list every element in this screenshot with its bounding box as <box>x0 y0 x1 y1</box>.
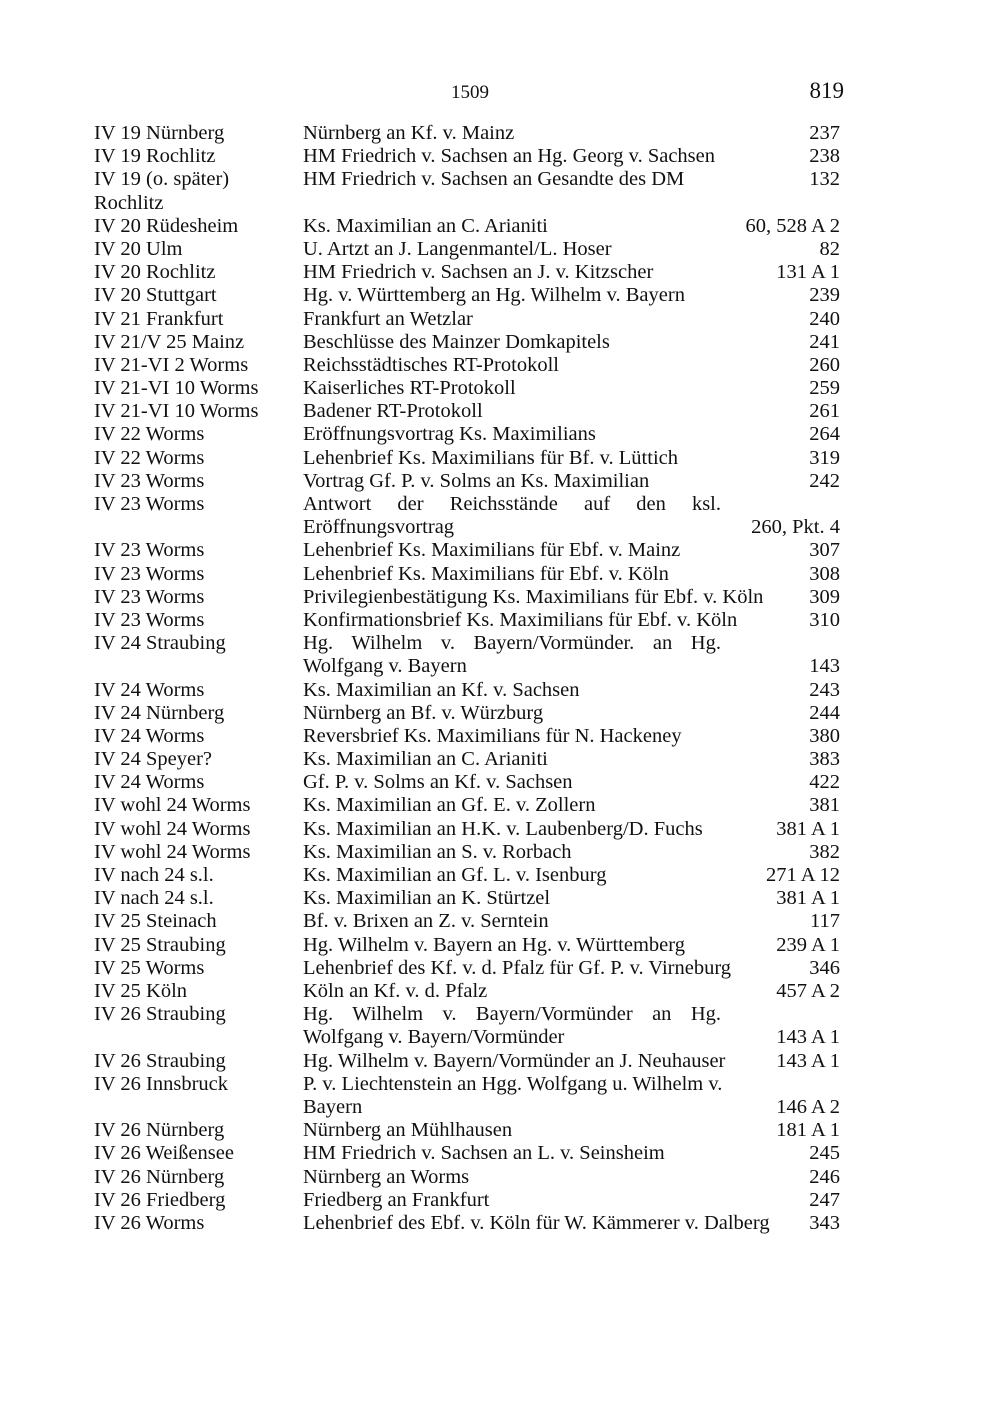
entry-date-place: IV 22 Worms <box>94 423 205 446</box>
entry-description: Gf. P. v. Solms an Kf. v. Sachsen <box>303 771 573 794</box>
entry-description: HM Friedrich v. Sachsen an Gesandte des DM <box>303 168 685 191</box>
entry-reference: 241 <box>809 330 840 353</box>
entry-description: Ks. Maximilian an C. Arianiti <box>303 214 548 237</box>
entry-reference: 382 <box>809 840 840 863</box>
entry-reference: 310 <box>809 608 840 631</box>
table-row <box>94 632 840 678</box>
entry-description: Badener RT-Protokoll <box>303 400 483 423</box>
page-number: 819 <box>809 78 844 103</box>
entry-date-place: IV 24 Worms <box>94 678 205 701</box>
entry-date-place: IV 24 Speyer? <box>94 748 213 771</box>
entry-description: HM Friedrich v. Sachsen an L. v. Seinsheim <box>303 1142 665 1165</box>
entry-date-place: IV 19 Rochlitz <box>94 145 216 168</box>
entry-date-place: IV 25 Worms <box>94 956 205 979</box>
table-row <box>94 470 840 493</box>
entry-description: Lehenbrief des Ebf. v. Köln für W. Kämmerer v. Dalberg <box>303 1211 770 1234</box>
table-row <box>94 980 840 1003</box>
entry-description: Hg. Wilhelm v. Bayern/Vormünder an Hg. Wolfgang v. Bayern/Vormünder <box>303 1003 721 1049</box>
entry-description: U. Artzt an J. Langenmantel/L. Hoser <box>303 237 612 260</box>
table-row <box>94 215 840 238</box>
entry-date-place: IV 19 (o. später) Rochlitz <box>94 168 230 214</box>
table-row <box>94 423 840 446</box>
entry-date-place: IV 22 Worms <box>94 446 205 469</box>
entry-reference: 240 <box>809 307 840 330</box>
table-row <box>94 910 840 933</box>
entry-reference: 307 <box>809 539 840 562</box>
table-row <box>94 864 840 887</box>
entry-date-place: IV 24 Worms <box>94 771 205 794</box>
entry-date-place: IV 26 Straubing <box>94 1003 226 1026</box>
entry-reference: 242 <box>809 469 840 492</box>
table-row <box>94 748 840 771</box>
entry-description: Ks. Maximilian an H.K. v. Laubenberg/D. Fuchs <box>303 817 703 840</box>
entry-reference: 271 A 12 <box>765 864 840 887</box>
entry-description: Ks. Maximilian an Gf. L. v. Isenburg <box>303 864 607 887</box>
entry-description: Nürnberg an Kf. v. Mainz <box>303 122 515 144</box>
table-row <box>94 563 840 586</box>
table-row <box>94 1119 840 1142</box>
entry-date-place: IV 21/V 25 Mainz <box>94 330 245 353</box>
entry-description: Bf. v. Brixen an Z. v. Serntein <box>303 910 549 933</box>
table-row <box>94 794 840 817</box>
table-row <box>94 702 840 725</box>
entry-description: Reichsstädtisches RT-Protokoll <box>303 353 559 376</box>
running-head-year: 1509 <box>451 82 489 103</box>
entry-description: Hg. Wilhelm v. Bayern an Hg. v. Württemberg <box>303 933 685 956</box>
entry-description: Nürnberg an Worms <box>303 1165 470 1188</box>
entry-date-place: IV 24 Straubing <box>94 632 226 655</box>
entry-date-place: IV wohl 24 Worms <box>94 840 251 863</box>
table-row <box>94 539 840 562</box>
table-row <box>94 1003 840 1049</box>
entry-date-place: IV 25 Köln <box>94 979 188 1002</box>
entry-date-place: IV nach 24 s.l. <box>94 864 214 887</box>
table-row <box>94 122 840 145</box>
entry-description: HM Friedrich v. Sachsen an J. v. Kitzscher <box>303 261 654 284</box>
entry-reference: 343 <box>809 1211 840 1234</box>
entry-reference: 60, 528 A 2 <box>745 214 840 237</box>
table-row <box>94 447 840 470</box>
entry-reference: 346 <box>809 956 840 979</box>
table-row <box>94 771 840 794</box>
entry-description: Lehenbrief Ks. Maximilians für Ebf. v. Mainz <box>303 539 681 562</box>
entry-description: Nürnberg an Mühlhausen <box>303 1119 513 1142</box>
table-row <box>94 284 840 307</box>
table-row <box>94 725 840 748</box>
entry-reference: 244 <box>809 701 840 724</box>
entry-description: HM Friedrich v. Sachsen an Hg. Georg v. Sachsen <box>303 145 716 168</box>
table-row <box>94 679 840 702</box>
entry-reference: 239 A 1 <box>776 933 840 956</box>
entry-description: Hg. v. Württemberg an Hg. Wilhelm v. Bayern <box>303 284 685 307</box>
table-row <box>94 887 840 910</box>
table-row <box>94 377 840 400</box>
entry-description: Ks. Maximilian an C. Arianiti <box>303 748 548 771</box>
entry-date-place: IV 26 Weißensee <box>94 1142 234 1165</box>
entry-reference: 238 <box>809 145 840 168</box>
table-row <box>94 609 840 632</box>
table-row <box>94 493 840 539</box>
entry-reference: 246 <box>809 1165 840 1188</box>
entry-reference: 381 <box>809 794 840 817</box>
entry-description: Lehenbrief Ks. Maximilians für Ebf. v. Köln <box>303 562 669 585</box>
entry-description: Hg. Wilhelm v. Bayern/Vormünder. an Hg. Wolfgang v. Bayern <box>303 632 721 678</box>
entry-reference: 381 A 1 <box>776 887 840 910</box>
entry-description: Köln an Kf. v. d. Pfalz <box>303 979 488 1002</box>
chronological-index-table <box>94 122 840 1235</box>
table-row <box>94 238 840 261</box>
entry-reference: 264 <box>809 423 840 446</box>
table-row <box>94 586 840 609</box>
entry-description: Lehenbrief Ks. Maximilians für Bf. v. Lüttich <box>303 446 678 469</box>
page-header <box>0 78 1004 108</box>
table-row <box>94 168 840 214</box>
entry-description: Eröffnungsvortrag Ks. Maximilians <box>303 423 596 446</box>
entry-date-place: IV wohl 24 Worms <box>94 817 251 840</box>
entry-date-place: IV 21 Frankfurt <box>94 307 224 330</box>
entry-description: Privilegienbestätigung Ks. Maximilians für Ebf. v. Köln <box>303 585 764 608</box>
entry-reference: 143 <box>809 655 840 678</box>
entry-date-place: IV 24 Worms <box>94 724 205 747</box>
entry-date-place: IV 21-VI 2 Worms <box>94 353 249 376</box>
entry-description: Frankfurt an Wetzlar <box>303 307 473 330</box>
table-row <box>94 1189 840 1212</box>
entry-date-place: IV 23 Worms <box>94 608 205 631</box>
entry-date-place: IV 26 Straubing <box>94 1049 226 1072</box>
entry-description: Ks. Maximilian an Kf. v. Sachsen <box>303 678 580 701</box>
entry-date-place: IV 23 Worms <box>94 585 205 608</box>
table-row <box>94 145 840 168</box>
entry-reference: 243 <box>809 678 840 701</box>
table-row <box>94 934 840 957</box>
entry-date-place: IV 20 Stuttgart <box>94 284 217 307</box>
entry-reference: 381 A 1 <box>776 817 840 840</box>
entry-reference: 146 A 2 <box>776 1095 840 1118</box>
table-row <box>94 1073 840 1119</box>
table-row <box>94 957 840 980</box>
entry-date-place: IV 21-VI 10 Worms <box>94 377 259 400</box>
entry-description: Antwort der Reichsstände auf den ksl. Eröffnungsvortrag <box>303 493 721 539</box>
entry-description: Beschlüsse des Mainzer Domkapitels <box>303 330 610 353</box>
entry-date-place: IV 25 Steinach <box>94 910 217 933</box>
table-row <box>94 331 840 354</box>
entry-date-place: IV 20 Rüdesheim <box>94 214 239 237</box>
entry-description: Ks. Maximilian an Gf. E. v. Zollern <box>303 794 596 817</box>
entry-date-place: IV 23 Worms <box>94 493 205 516</box>
entry-description: Vortrag Gf. P. v. Solms an Ks. Maximilian <box>303 469 650 492</box>
entry-description: Ks. Maximilian an K. Stürtzel <box>303 887 551 910</box>
entry-reference: 259 <box>809 377 840 400</box>
entry-reference: 422 <box>809 771 840 794</box>
table-row <box>94 1142 840 1165</box>
entry-description: Nürnberg an Bf. v. Würzburg <box>303 701 544 724</box>
entry-reference: 245 <box>809 1142 840 1165</box>
entry-reference: 309 <box>809 585 840 608</box>
entry-date-place: IV 20 Ulm <box>94 237 183 260</box>
entry-reference: 247 <box>809 1188 840 1211</box>
entry-date-place: IV 26 Nürnberg <box>94 1119 225 1142</box>
entry-description: P. v. Liechtenstein an Hgg. Wolfgang u. Wilhelm v. Bayern <box>303 1072 723 1118</box>
entry-reference: 132 <box>809 168 840 191</box>
entry-reference: 117 <box>810 910 840 933</box>
entry-date-place: IV 20 Rochlitz <box>94 261 216 284</box>
table-row <box>94 841 840 864</box>
entry-date-place: IV 19 Nürnberg <box>94 122 225 144</box>
entry-date-place: IV 26 Worms <box>94 1211 205 1234</box>
entry-reference: 457 A 2 <box>776 979 840 1002</box>
entry-reference: 143 A 1 <box>776 1026 840 1049</box>
entry-reference: 237 <box>809 122 840 144</box>
entry-date-place: IV 24 Nürnberg <box>94 701 225 724</box>
entry-date-place: IV 23 Worms <box>94 469 205 492</box>
entry-reference: 260 <box>809 353 840 376</box>
table-row <box>94 1050 840 1073</box>
entry-reference: 383 <box>809 748 840 771</box>
entry-description: Ks. Maximilian an S. v. Rorbach <box>303 840 572 863</box>
entry-reference: 131 A 1 <box>776 261 840 284</box>
entry-reference: 239 <box>809 284 840 307</box>
entry-description: Hg. Wilhelm v. Bayern/Vormünder an J. Neuhauser <box>303 1049 726 1072</box>
entry-reference: 143 A 1 <box>776 1049 840 1072</box>
entry-reference: 380 <box>809 724 840 747</box>
entry-date-place: IV 26 Nürnberg <box>94 1165 225 1188</box>
entry-reference: 181 A 1 <box>776 1119 840 1142</box>
table-row <box>94 261 840 284</box>
table-row <box>94 818 840 841</box>
entry-description: Friedberg an Frankfurt <box>303 1188 490 1211</box>
table-row <box>94 1166 840 1189</box>
entry-description: Lehenbrief des Kf. v. d. Pfalz für Gf. P. v. Virneburg <box>303 956 732 979</box>
entry-date-place: IV 26 Friedberg <box>94 1188 226 1211</box>
table-row <box>94 354 840 377</box>
entry-date-place: IV 23 Worms <box>94 562 205 585</box>
entry-date-place: IV wohl 24 Worms <box>94 794 251 817</box>
entry-date-place: IV 26 Innsbruck <box>94 1072 228 1095</box>
entry-reference: 260, Pkt. 4 <box>751 516 840 539</box>
entry-reference: 308 <box>809 562 840 585</box>
table-row <box>94 400 840 423</box>
entry-reference: 319 <box>809 446 840 469</box>
table-row <box>94 308 840 331</box>
entry-date-place: IV 23 Worms <box>94 539 205 562</box>
entry-date-place: IV 21-VI 10 Worms <box>94 400 259 423</box>
entry-description: Kaiserliches RT-Protokoll <box>303 377 516 400</box>
entry-description: Reversbrief Ks. Maximilians für N. Hackeney <box>303 724 682 747</box>
table-row <box>94 1212 840 1235</box>
entry-reference: 82 <box>819 237 840 260</box>
entry-date-place: IV 25 Straubing <box>94 933 226 956</box>
entry-reference: 261 <box>809 400 840 423</box>
entry-date-place: IV nach 24 s.l. <box>94 887 214 910</box>
entry-description: Konfirmationsbrief Ks. Maximilians für Ebf. v. Köln <box>303 608 738 631</box>
